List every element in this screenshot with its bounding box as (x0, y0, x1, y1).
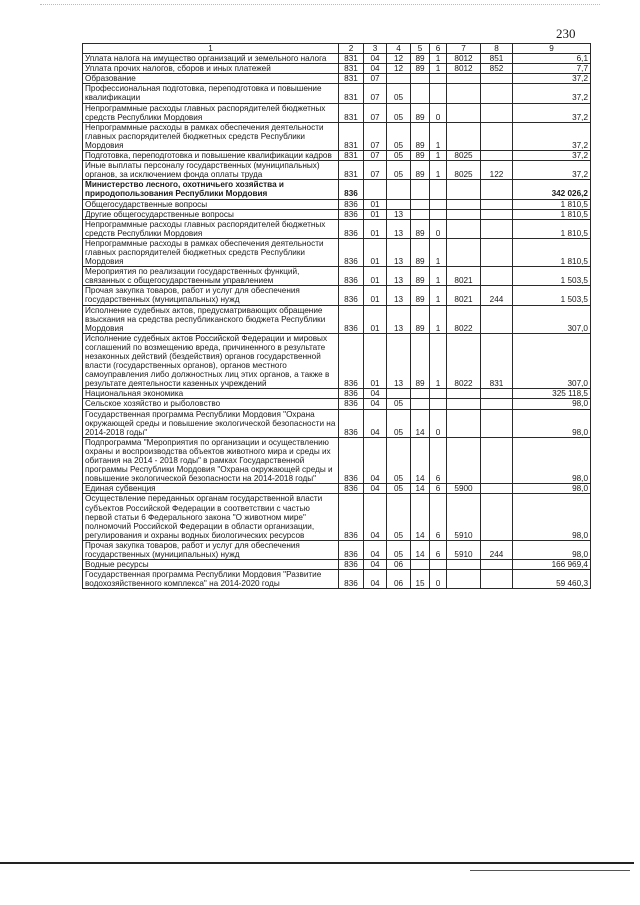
section-cell: 04 (364, 437, 387, 483)
target-item-cell (447, 399, 481, 409)
program-cell: 15 (411, 570, 430, 589)
table-row (83, 484, 591, 494)
program-cell: 89 (411, 267, 430, 286)
subprogram-cell: 0 (430, 103, 447, 122)
subprogram-cell: 1 (430, 286, 447, 305)
section-cell: 04 (364, 399, 387, 409)
target-item-cell (447, 122, 481, 150)
target-item-cell (447, 409, 481, 437)
admin-code-cell: 836 (339, 389, 364, 399)
expense-type-cell (481, 494, 513, 540)
subprogram-cell: 1 (430, 122, 447, 150)
table-row (83, 399, 591, 409)
bottom-edge-rule (0, 862, 634, 864)
expense-type-cell (481, 151, 513, 161)
item-name-cell: Образование (83, 74, 339, 84)
table-row (83, 267, 591, 286)
admin-code-cell: 836 (339, 540, 364, 559)
section-cell: 01 (364, 333, 387, 389)
table-row (83, 74, 591, 84)
program-cell: 89 (411, 238, 430, 266)
table-row (83, 238, 591, 266)
program-cell: 14 (411, 437, 430, 483)
admin-code-cell: 836 (339, 238, 364, 266)
target-item-cell (447, 560, 481, 570)
subprogram-cell: 1 (430, 333, 447, 389)
item-name-cell: Подготовка, переподготовка и повышение квалификации кадров (83, 151, 339, 161)
subsection-cell (387, 180, 411, 199)
admin-code-cell: 831 (339, 64, 364, 74)
header-cell-2: 2 (339, 44, 364, 54)
amount-cell: 98,0 (513, 409, 591, 437)
top-edge-rule (40, 4, 600, 5)
target-item-cell (447, 238, 481, 266)
expense-type-cell (481, 570, 513, 589)
subsection-cell: 05 (387, 437, 411, 483)
subsection-cell: 13 (387, 209, 411, 219)
header-cell-6: 6 (430, 44, 447, 54)
subsection-cell (387, 389, 411, 399)
subsection-cell: 05 (387, 484, 411, 494)
section-cell: 01 (364, 286, 387, 305)
subsection-cell: 13 (387, 219, 411, 238)
subprogram-cell: 1 (430, 161, 447, 180)
item-name-cell: Единая субвенция (83, 484, 339, 494)
program-cell (411, 209, 430, 219)
program-cell: 89 (411, 219, 430, 238)
admin-code-cell: 836 (339, 305, 364, 333)
item-name-cell: Профессиональная подготовка, переподготовка и повышение квалификации (83, 84, 339, 103)
amount-cell: 98,0 (513, 494, 591, 540)
amount-cell: 37,2 (513, 161, 591, 180)
target-item-cell: 5910 (447, 494, 481, 540)
item-name-cell: Водные ресурсы (83, 560, 339, 570)
program-cell: 89 (411, 54, 430, 64)
expense-type-cell (481, 305, 513, 333)
amount-cell: 1 810,5 (513, 199, 591, 209)
table-row (83, 286, 591, 305)
budget-table-body (83, 44, 591, 589)
header-cell-8: 8 (481, 44, 513, 54)
admin-code-cell: 836 (339, 494, 364, 540)
amount-cell: 98,0 (513, 399, 591, 409)
subprogram-cell (430, 389, 447, 399)
amount-cell: 98,0 (513, 540, 591, 559)
expense-type-cell (481, 209, 513, 219)
section-cell: 07 (364, 151, 387, 161)
amount-cell: 37,2 (513, 74, 591, 84)
table-row (83, 199, 591, 209)
subsection-cell: 13 (387, 267, 411, 286)
item-name-cell: Осуществление переданных органам государственной власти субъектов Российской Федерации в соответствии с частью первой статьи 6 Федерального закона "О животном мире" полномочий Российской Федерации в области организации, регулирования и охраны водных биологических ресурсов (83, 494, 339, 540)
expense-type-cell: 244 (481, 286, 513, 305)
expense-type-cell (481, 399, 513, 409)
section-cell: 07 (364, 122, 387, 150)
item-name-cell: Уплата налога на имущество организаций и земельного налога (83, 54, 339, 64)
subsection-cell: 12 (387, 54, 411, 64)
admin-code-cell: 836 (339, 286, 364, 305)
item-name-cell: Прочая закупка товаров, работ и услуг для обеспечения государственных (муниципальных) нужд (83, 540, 339, 559)
expense-type-cell (481, 238, 513, 266)
section-cell: 01 (364, 305, 387, 333)
subprogram-cell: 1 (430, 305, 447, 333)
admin-code-cell: 836 (339, 437, 364, 483)
subsection-cell: 05 (387, 122, 411, 150)
target-item-cell (447, 74, 481, 84)
subprogram-cell: 0 (430, 409, 447, 437)
expense-type-cell: 852 (481, 64, 513, 74)
subsection-cell: 13 (387, 238, 411, 266)
admin-code-cell: 836 (339, 199, 364, 209)
section-cell: 01 (364, 219, 387, 238)
subprogram-cell: 6 (430, 494, 447, 540)
subsection-cell: 06 (387, 560, 411, 570)
section-cell: 07 (364, 74, 387, 84)
item-name-cell: Непрограммные расходы главных распорядителей бюджетных средств Республики Мордовия (83, 103, 339, 122)
subsection-cell: 13 (387, 305, 411, 333)
item-name-cell: Министерство лесного, охотничьего хозяйства и природопользования Республики Мордовия (83, 180, 339, 199)
target-item-cell: 8022 (447, 305, 481, 333)
item-name-cell: Непрограммные расходы в рамках обеспечения деятельности главных распорядителей бюджетных средств Республики Мордовия (83, 122, 339, 150)
table-row (83, 54, 591, 64)
subprogram-cell: 6 (430, 484, 447, 494)
amount-cell: 1 503,5 (513, 267, 591, 286)
table-row (83, 560, 591, 570)
section-cell: 04 (364, 389, 387, 399)
subprogram-cell: 0 (430, 570, 447, 589)
item-name-cell: Другие общегосударственные вопросы (83, 209, 339, 219)
header-cell-4: 4 (387, 44, 411, 54)
expense-type-cell (481, 84, 513, 103)
target-item-cell (447, 180, 481, 199)
amount-cell: 7,7 (513, 64, 591, 74)
admin-code-cell: 836 (339, 484, 364, 494)
subsection-cell: 06 (387, 570, 411, 589)
admin-code-cell: 831 (339, 84, 364, 103)
item-name-cell: Государственная программа Республики Мордовия "Охрана окружающей среды и повышение экологической безопасности на 2014-2018 годы" (83, 409, 339, 437)
table-row (83, 209, 591, 219)
subprogram-cell: 0 (430, 219, 447, 238)
expense-type-cell (481, 122, 513, 150)
item-name-cell: Исполнение судебных актов, предусматривающих обращение взыскания на средства республиканского бюджета Республики Мордовия (83, 305, 339, 333)
expense-type-cell (481, 484, 513, 494)
admin-code-cell: 836 (339, 399, 364, 409)
item-name-cell: Общегосударственные вопросы (83, 199, 339, 209)
table-row (83, 122, 591, 150)
program-cell: 89 (411, 151, 430, 161)
subprogram-cell: 6 (430, 540, 447, 559)
program-cell: 89 (411, 305, 430, 333)
target-item-cell (447, 437, 481, 483)
subsection-cell: 05 (387, 494, 411, 540)
subprogram-cell: 1 (430, 64, 447, 74)
admin-code-cell: 831 (339, 103, 364, 122)
subsection-cell: 05 (387, 151, 411, 161)
subsection-cell: 13 (387, 333, 411, 389)
subsection-cell: 05 (387, 409, 411, 437)
target-item-cell: 8021 (447, 267, 481, 286)
admin-code-cell: 831 (339, 74, 364, 84)
program-cell: 14 (411, 484, 430, 494)
program-cell (411, 399, 430, 409)
expense-type-cell (481, 199, 513, 209)
amount-cell: 37,2 (513, 103, 591, 122)
target-item-cell (447, 209, 481, 219)
admin-code-cell: 831 (339, 151, 364, 161)
expense-type-cell (481, 389, 513, 399)
program-cell: 89 (411, 161, 430, 180)
target-item-cell: 8021 (447, 286, 481, 305)
section-cell: 01 (364, 209, 387, 219)
subsection-cell: 05 (387, 399, 411, 409)
amount-cell: 1 503,5 (513, 286, 591, 305)
item-name-cell: Подпрограмма "Мероприятия по организации и осуществлению охраны и воспроизводства объектов животного мира и среды их обитания на 2014 - 2018 годы" в рамках Государственной программы Республики Мордовия "Охрана окружающей среды и повышение экологической безопасности на 2014-2018 годы" (83, 437, 339, 483)
subprogram-cell (430, 209, 447, 219)
header-cell-7: 7 (447, 44, 481, 54)
subprogram-cell: 1 (430, 238, 447, 266)
subsection-cell: 05 (387, 84, 411, 103)
program-cell (411, 74, 430, 84)
section-cell: 04 (364, 64, 387, 74)
target-item-cell: 8025 (447, 151, 481, 161)
amount-cell: 1 810,5 (513, 209, 591, 219)
section-cell: 04 (364, 409, 387, 437)
section-cell: 04 (364, 560, 387, 570)
expense-type-cell (481, 560, 513, 570)
program-cell: 14 (411, 409, 430, 437)
item-name-cell: Прочая закупка товаров, работ и услуг для обеспечения государственных (муниципальных) нужд (83, 286, 339, 305)
section-cell: 07 (364, 103, 387, 122)
subprogram-cell: 1 (430, 54, 447, 64)
item-name-cell: Уплата прочих налогов, сборов и иных платежей (83, 64, 339, 74)
program-cell (411, 389, 430, 399)
amount-cell: 307,0 (513, 333, 591, 389)
program-cell (411, 180, 430, 199)
header-cell-9: 9 (513, 44, 591, 54)
page-number: 230 (556, 26, 576, 41)
section-cell: 04 (364, 494, 387, 540)
item-name-cell: Сельское хозяйство и рыболовство (83, 399, 339, 409)
header-cell-5: 5 (411, 44, 430, 54)
amount-cell: 59 460,3 (513, 570, 591, 589)
item-name-cell: Непрограммные расходы главных распорядителей бюджетных средств Республики Мордовия (83, 219, 339, 238)
section-cell: 07 (364, 161, 387, 180)
subsection-cell: 13 (387, 286, 411, 305)
subprogram-cell (430, 560, 447, 570)
header-cell-1: 1 (83, 44, 339, 54)
subprogram-cell: 1 (430, 151, 447, 161)
budget-table (82, 43, 591, 589)
subprogram-cell: 1 (430, 267, 447, 286)
table-row (83, 570, 591, 589)
budget-table-wrapper (82, 43, 591, 589)
item-name-cell: Исполнение судебных актов Российской Федерации и мировых соглашений по возмещению вреда, причиненного в результате незаконных действий (бездействия) органов государственной власти (государственных органов), органов местного самоуправления либо должностных лиц этих органов, а также в результате деятельности казенных учреждений (83, 333, 339, 389)
admin-code-cell: 836 (339, 209, 364, 219)
expense-type-cell: 851 (481, 54, 513, 64)
table-row (83, 540, 591, 559)
amount-cell: 342 026,2 (513, 180, 591, 199)
program-cell: 14 (411, 494, 430, 540)
subprogram-cell (430, 74, 447, 84)
target-item-cell: 8012 (447, 64, 481, 74)
table-row (83, 84, 591, 103)
admin-code-cell: 836 (339, 560, 364, 570)
program-cell (411, 199, 430, 209)
target-item-cell (447, 570, 481, 589)
subsection-cell: 05 (387, 540, 411, 559)
subsection-cell (387, 199, 411, 209)
table-row (83, 64, 591, 74)
admin-code-cell: 836 (339, 409, 364, 437)
target-item-cell: 8025 (447, 161, 481, 180)
program-cell: 14 (411, 540, 430, 559)
section-cell (364, 180, 387, 199)
expense-type-cell (481, 409, 513, 437)
section-cell: 01 (364, 267, 387, 286)
amount-cell: 325 118,5 (513, 389, 591, 399)
amount-cell: 166 969,4 (513, 560, 591, 570)
item-name-cell: Непрограммные расходы в рамках обеспечения деятельности главных распорядителей бюджетных средств Республики Мордовия (83, 238, 339, 266)
admin-code-cell: 836 (339, 333, 364, 389)
expense-type-cell: 122 (481, 161, 513, 180)
amount-cell: 1 810,5 (513, 238, 591, 266)
subsection-cell (387, 74, 411, 84)
admin-code-cell: 836 (339, 219, 364, 238)
target-item-cell: 5900 (447, 484, 481, 494)
subprogram-cell (430, 180, 447, 199)
section-cell: 04 (364, 54, 387, 64)
section-cell: 01 (364, 238, 387, 266)
section-cell: 04 (364, 540, 387, 559)
table-row (83, 180, 591, 199)
amount-cell: 307,0 (513, 305, 591, 333)
expense-type-cell (481, 437, 513, 483)
amount-cell: 6,1 (513, 54, 591, 64)
program-cell: 89 (411, 103, 430, 122)
section-cell: 04 (364, 570, 387, 589)
table-row (83, 151, 591, 161)
target-item-cell: 8022 (447, 333, 481, 389)
header-row (83, 44, 591, 54)
table-row (83, 103, 591, 122)
expense-type-cell (481, 219, 513, 238)
expense-type-cell (481, 180, 513, 199)
target-item-cell (447, 103, 481, 122)
subsection-cell: 05 (387, 161, 411, 180)
program-cell (411, 560, 430, 570)
table-row (83, 409, 591, 437)
expense-type-cell (481, 267, 513, 286)
section-cell: 07 (364, 84, 387, 103)
table-row (83, 219, 591, 238)
subprogram-cell (430, 84, 447, 103)
item-name-cell: Национальная экономика (83, 389, 339, 399)
expense-type-cell (481, 103, 513, 122)
amount-cell: 98,0 (513, 484, 591, 494)
target-item-cell (447, 389, 481, 399)
table-row (83, 161, 591, 180)
expense-type-cell (481, 74, 513, 84)
program-cell: 89 (411, 122, 430, 150)
expense-type-cell: 831 (481, 333, 513, 389)
amount-cell: 37,2 (513, 151, 591, 161)
subprogram-cell: 6 (430, 437, 447, 483)
amount-cell: 37,2 (513, 122, 591, 150)
subprogram-cell (430, 399, 447, 409)
item-name-cell: Государственная программа Республики Мордовия "Развитие водохозяйственного комплекса" на 2014-2020 годы (83, 570, 339, 589)
subsection-cell: 05 (387, 103, 411, 122)
item-name-cell: Иные выплаты персоналу государственных (муниципальных) органов, за исключением фонда оплаты труда (83, 161, 339, 180)
target-item-cell: 8012 (447, 54, 481, 64)
header-cell-3: 3 (364, 44, 387, 54)
admin-code-cell: 836 (339, 267, 364, 286)
admin-code-cell: 831 (339, 161, 364, 180)
section-cell: 01 (364, 199, 387, 209)
admin-code-cell: 831 (339, 122, 364, 150)
amount-cell: 1 810,5 (513, 219, 591, 238)
subprogram-cell (430, 199, 447, 209)
target-item-cell (447, 219, 481, 238)
bottom-edge-thin-rule (470, 870, 630, 871)
table-row (83, 494, 591, 540)
program-cell (411, 84, 430, 103)
amount-cell: 37,2 (513, 84, 591, 103)
subsection-cell: 12 (387, 64, 411, 74)
target-item-cell (447, 84, 481, 103)
target-item-cell (447, 199, 481, 209)
program-cell: 89 (411, 64, 430, 74)
section-cell: 04 (364, 484, 387, 494)
admin-code-cell: 836 (339, 570, 364, 589)
expense-type-cell: 244 (481, 540, 513, 559)
amount-cell: 98,0 (513, 437, 591, 483)
admin-code-cell: 836 (339, 180, 364, 199)
target-item-cell: 5910 (447, 540, 481, 559)
table-row (83, 333, 591, 389)
admin-code-cell: 831 (339, 54, 364, 64)
program-cell: 89 (411, 286, 430, 305)
table-row (83, 389, 591, 399)
program-cell: 89 (411, 333, 430, 389)
item-name-cell: Мероприятия по реализации государственных функций, связанных с общегосударственным управлением (83, 267, 339, 286)
table-row (83, 437, 591, 483)
table-row (83, 305, 591, 333)
